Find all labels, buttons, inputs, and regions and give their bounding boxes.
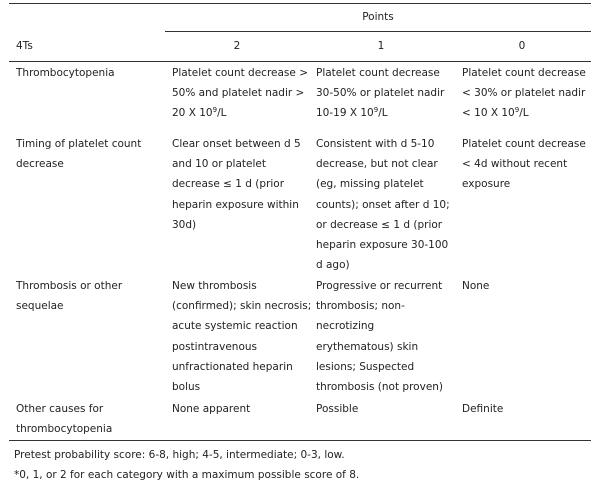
column-header-1: 1: [377, 40, 385, 52]
points-header: Points: [362, 11, 394, 23]
cell-line: Thrombocytopenia: [16, 67, 115, 79]
cell-line: Consistent with d 5-10: [316, 138, 435, 150]
cell-line: heparin exposure 30-100: [316, 239, 449, 252]
cell-score-0: [462, 63, 586, 124]
cell-line: Platelet count decrease: [462, 138, 586, 150]
cell-line: thrombosis (not proven): [316, 381, 444, 394]
cell-line: sequelae: [16, 300, 64, 313]
cell-line: < 4d without recent: [462, 158, 568, 171]
cell-line: (eg, missing platelet: [316, 178, 424, 191]
superscript-exponent: 9: [212, 106, 218, 115]
cell-score-1: [316, 399, 358, 419]
row-label: [16, 399, 112, 439]
cell-line: Possible: [316, 403, 359, 415]
cell-score-2: [172, 399, 250, 419]
cell-line: < 10 X $10^9/L$: [462, 106, 529, 120]
cell-line: thrombocytopenia: [16, 423, 113, 436]
cell-score-0: [462, 399, 503, 419]
cell-line: Clear onset between d 5: [172, 138, 301, 150]
cell-line: decrease: [16, 158, 64, 171]
cell-line: Platelet count decrease >: [172, 67, 308, 79]
cell-score-1: [316, 276, 443, 397]
cell-line: None apparent: [172, 403, 251, 415]
cell-line: unfractionated heparin: [172, 360, 293, 373]
cell-line: bolus: [172, 381, 201, 394]
cell-score-1: [316, 63, 444, 124]
cell-line: None: [462, 280, 490, 292]
cell-score-2: [172, 63, 308, 124]
cell-score-2: [172, 276, 311, 397]
cell-score-0: [462, 134, 586, 195]
points-underline: [165, 31, 591, 32]
cell-line: counts); onset after d 10;: [316, 198, 450, 211]
superscript-exponent: 9: [514, 106, 520, 115]
cell-score-0: [462, 276, 489, 296]
column-header-0: 0: [518, 40, 526, 52]
cell-line: decrease ≤ 1 d (prior: [172, 178, 285, 191]
cell-line: < 30% or platelet nadir: [462, 87, 586, 100]
cell-line: or decrease ≤ 1 d (prior: [316, 218, 443, 231]
cell-line: d ago): [316, 259, 350, 272]
cell-line: Other causes for: [16, 403, 104, 415]
cell-line: 10-19 X $10^9/L$: [316, 106, 388, 120]
cell-line: acute systemic reaction: [172, 320, 298, 333]
cell-line: exposure: [462, 178, 511, 191]
header-bottom-rule: [9, 61, 591, 62]
cell-line: Progressive or recurrent: [316, 280, 443, 292]
cell-line: 20 X $10^9/L$: [172, 106, 227, 120]
cell-line: decrease, but not clear: [316, 158, 438, 171]
column-header-2: 2: [233, 40, 241, 52]
corner-header-4ts: 4Ts: [16, 40, 33, 52]
cell-line: 30d): [172, 218, 197, 231]
table-bottom-rule: [9, 440, 591, 441]
cell-line: and 10 or platelet: [172, 158, 266, 171]
cell-score-2: [172, 134, 301, 235]
top-rule: [9, 3, 591, 4]
cell-line: necrotizing: [316, 320, 375, 333]
cell-line: Thrombosis or other: [16, 280, 123, 292]
row-label: [16, 134, 141, 174]
cell-line: 50% and platelet nadir >: [172, 87, 305, 100]
cell-line: Timing of platelet count: [16, 138, 142, 150]
row-label: [16, 276, 122, 316]
footnote-pretest-probability: Pretest probability score: 6-8, high; 4-5, intermediate; 0-3, low.: [14, 449, 345, 461]
cell-line: Platelet count decrease: [316, 67, 440, 79]
cell-line: erythematous) skin: [316, 340, 419, 353]
cell-line: heparin exposure within: [172, 198, 299, 211]
row-label: [16, 63, 115, 83]
cell-line: New thrombosis: [172, 280, 257, 292]
cell-line: 30-50% or platelet nadir: [316, 87, 445, 100]
cell-line: lesions; Suspected: [316, 360, 415, 373]
cell-line: Definite: [462, 403, 504, 415]
footnote-scoring: *0, 1, or 2 for each category with a maximum possible score of 8.: [14, 469, 360, 481]
cell-line: postintravenous: [172, 340, 257, 353]
cell-line: thrombosis; non-: [316, 300, 405, 313]
cell-line: (confirmed); skin necrosis;: [172, 300, 312, 313]
cell-score-1: [316, 134, 450, 275]
superscript-exponent: 9: [373, 106, 379, 115]
cell-line: Platelet count decrease: [462, 67, 586, 79]
